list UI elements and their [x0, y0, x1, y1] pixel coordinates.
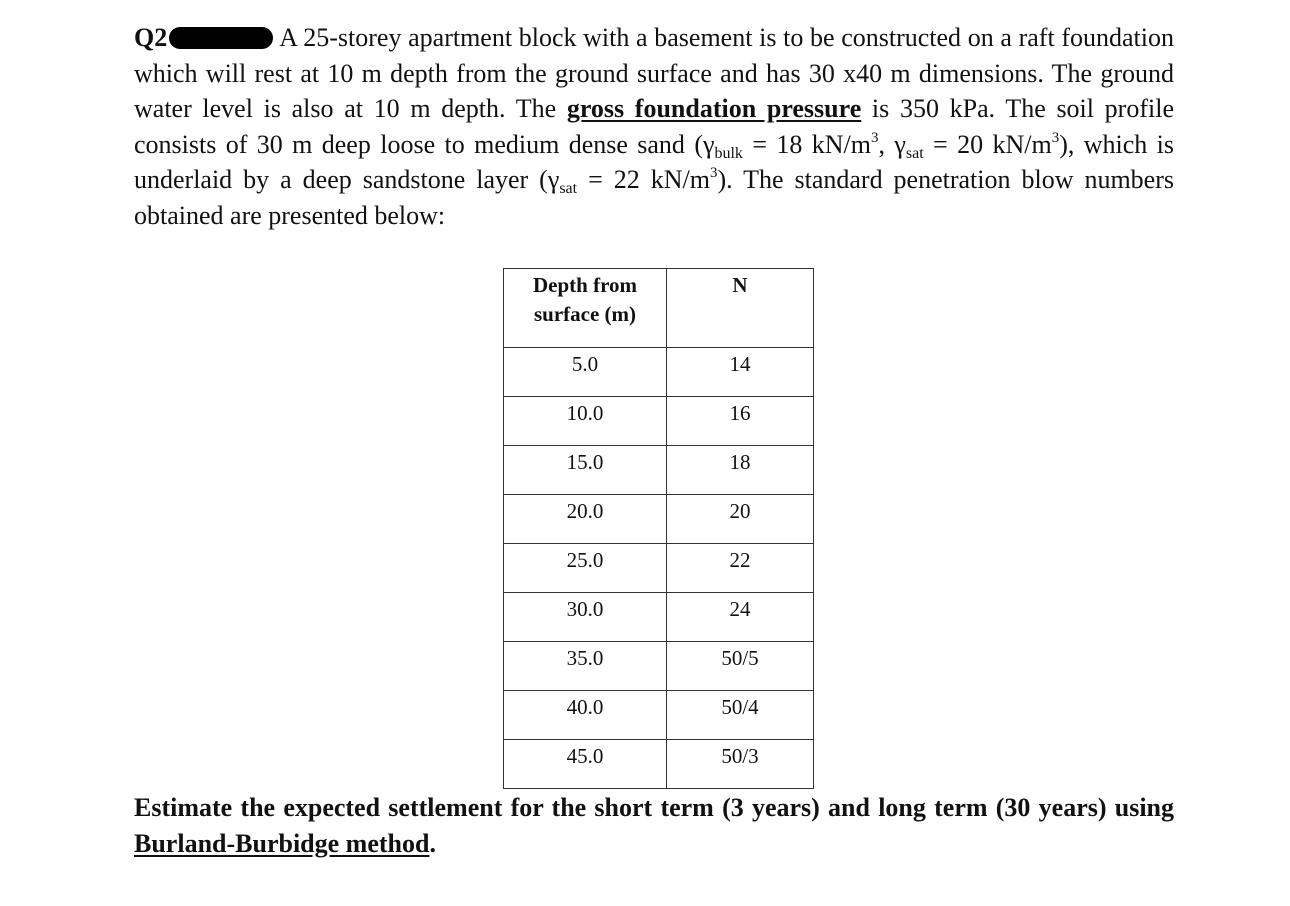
depth-cell: 45.0: [504, 740, 667, 789]
n-value-cell: 14: [667, 348, 814, 397]
task-statement: Estimate the expected settlement for the short term (3 years) and long term (30 years) using Burland-Burbidge method.: [134, 793, 1174, 858]
gamma-symbol: γ: [547, 165, 560, 194]
method-name: Burland-Burbidge method: [134, 828, 430, 858]
table-row: [504, 544, 814, 593]
depth-cell: 25.0: [504, 544, 667, 593]
n-value-cell: 20: [667, 495, 814, 544]
gross-foundation-pressure-term: gross foundation pressure: [566, 94, 862, 123]
n-value-cell: 50/3: [667, 740, 814, 789]
table-row: [504, 397, 814, 446]
n-value-cell: 16: [667, 397, 814, 446]
depth-cell: 30.0: [504, 593, 667, 642]
n-value-cell: 50/4: [667, 691, 814, 740]
table-row: [504, 446, 814, 495]
table-row: [504, 740, 814, 789]
depth-cell: 10.0: [504, 397, 667, 446]
n-value-cell: 22: [667, 544, 814, 593]
question-text: A 25-storey apartment block with a basement is to be constructed on a raft foundation which will rest at 10 m depth from the ground surface and has 30 x40 m dimensions. The ground water level is also at 10 m depth. The: [134, 23, 1174, 123]
n-value-cell: 50/5: [667, 642, 814, 691]
table-row: [504, 691, 814, 740]
n-value-cell: 18: [667, 446, 814, 495]
gamma-symbol: γ: [894, 129, 906, 159]
header-depth: Depth from surface (m): [504, 269, 667, 348]
depth-cell: 35.0: [504, 642, 667, 691]
table-row: [504, 593, 814, 642]
table-row: [504, 642, 814, 691]
depth-cell: 15.0: [504, 446, 667, 495]
depth-cell: 40.0: [504, 691, 667, 740]
question-paragraph: Q2 A 25-storey apartment block with a basement is to be constructed on a raft foundation which will rest at 10 m depth from the ground surface and has 30 x40 m dimensions. The ground water level is also at 10 m depth. The gross foundation pressure is 350 kPa. The soil profile consists of 30 m deep loose to medium dense sand ($\gamma_{bulk} = 18$ $kN/m^3$, $\gamma_{sat} = 20$ $kN/m^3$), which is underlaid by a deep sandstone layer ($\gamma_{sat} = 22$ $kN/m^3$). The standard penetration blow numbers obtained are presented below:: [134, 23, 1175, 230]
depth-cell: 5.0: [504, 348, 667, 397]
header-n: N: [667, 269, 814, 348]
n-value-cell: 24: [667, 593, 814, 642]
question-label: Q2: [134, 23, 168, 52]
gamma-symbol: γ: [702, 129, 715, 159]
spt-table: [503, 268, 814, 789]
redaction-mark: [169, 27, 273, 49]
depth-cell: 20.0: [504, 495, 667, 544]
table-row: [504, 495, 814, 544]
table-header-row: [504, 269, 814, 348]
table-row: [504, 348, 814, 397]
